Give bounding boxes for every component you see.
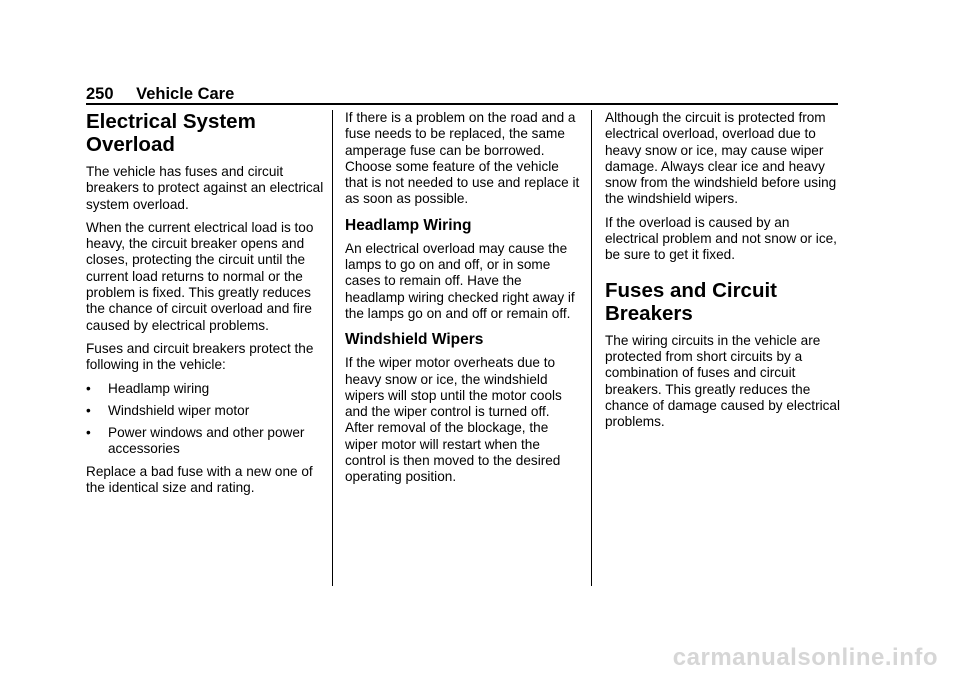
bullet-icon: •	[86, 402, 91, 418]
column-divider-2	[591, 110, 592, 586]
column-divider-1	[332, 110, 333, 586]
paragraph: If the wiper motor overheats due to heavy snow or ice, the windshield wipers will stop until the motor cools and the wiper control is turned off. After removal of the blockage, the wiper motor will restart when the control is then moved to the desired operating position.	[345, 355, 562, 485]
protected-items-list	[86, 381, 324, 458]
header-rule	[86, 103, 838, 105]
column-1	[86, 110, 324, 503]
fuses-circuit-breakers-title: Fuses and Circuit Breakers	[605, 278, 778, 325]
column-2	[345, 110, 581, 493]
paragraph: An electrical overload may cause the lamps to go on and off, or in some cases to remain off. Have the headlamp wiring checked right away if the lamps go on and off or remain off.	[345, 240, 575, 321]
watermark: carmanualsonline.info	[672, 644, 938, 671]
list-item	[86, 381, 324, 397]
paragraph: Replace a bad fuse with a new one of the identical size and rating.	[86, 463, 313, 496]
list-item-text: Windshield wiper motor	[108, 402, 250, 418]
headlamp-wiring-heading: Headlamp Wiring	[345, 216, 472, 234]
page-header	[86, 84, 234, 104]
windshield-wipers-heading: Windshield Wipers	[345, 331, 484, 349]
paragraph: If the overload is caused by an electrical problem and not snow or ice, be sure to get it fixed.	[605, 214, 837, 263]
page-number: 250	[86, 85, 114, 103]
paragraph: Although the circuit is protected from electrical overload, overload due to heavy snow or ice, may cause wiper damage. Always clear ice and heavy snow from the windshield before using the windshield wipers.	[605, 110, 837, 207]
list-item	[86, 403, 324, 419]
paragraph: When the current electrical load is too heavy, the circuit breaker opens and closes, protecting the circuit until the current load returns to normal or the problem is fixed. This greatly reduces the chance of circuit overload and fire caused by electrical problems.	[86, 219, 314, 333]
paragraph: Fuses and circuit breakers protect the following in the vehicle:	[86, 340, 314, 373]
paragraph: The wiring circuits in the vehicle are protected from short circuits by a combination of fuses and circuit breakers. This greatly reduces the chance of damage caused by electrical problems.	[605, 332, 841, 430]
electrical-overload-title: Electrical System Overload	[86, 110, 256, 156]
list-item-text: Power windows and other power accessories	[108, 425, 305, 457]
list-item-text: Headlamp wiring	[108, 380, 210, 396]
bullet-icon: •	[86, 380, 91, 396]
column-3	[605, 110, 841, 437]
section-title: Vehicle Care	[136, 85, 235, 103]
paragraph: If there is a problem on the road and a fuse needs to be replaced, the same amperage fuse can be borrowed. Choose some feature of the vehicle that is not needed to use and replace it as soon as possible.	[345, 110, 580, 207]
paragraph: The vehicle has fuses and circuit breakers to protect against an electrical system overload.	[86, 164, 324, 212]
bullet-icon: •	[86, 425, 91, 441]
list-item	[86, 425, 324, 458]
